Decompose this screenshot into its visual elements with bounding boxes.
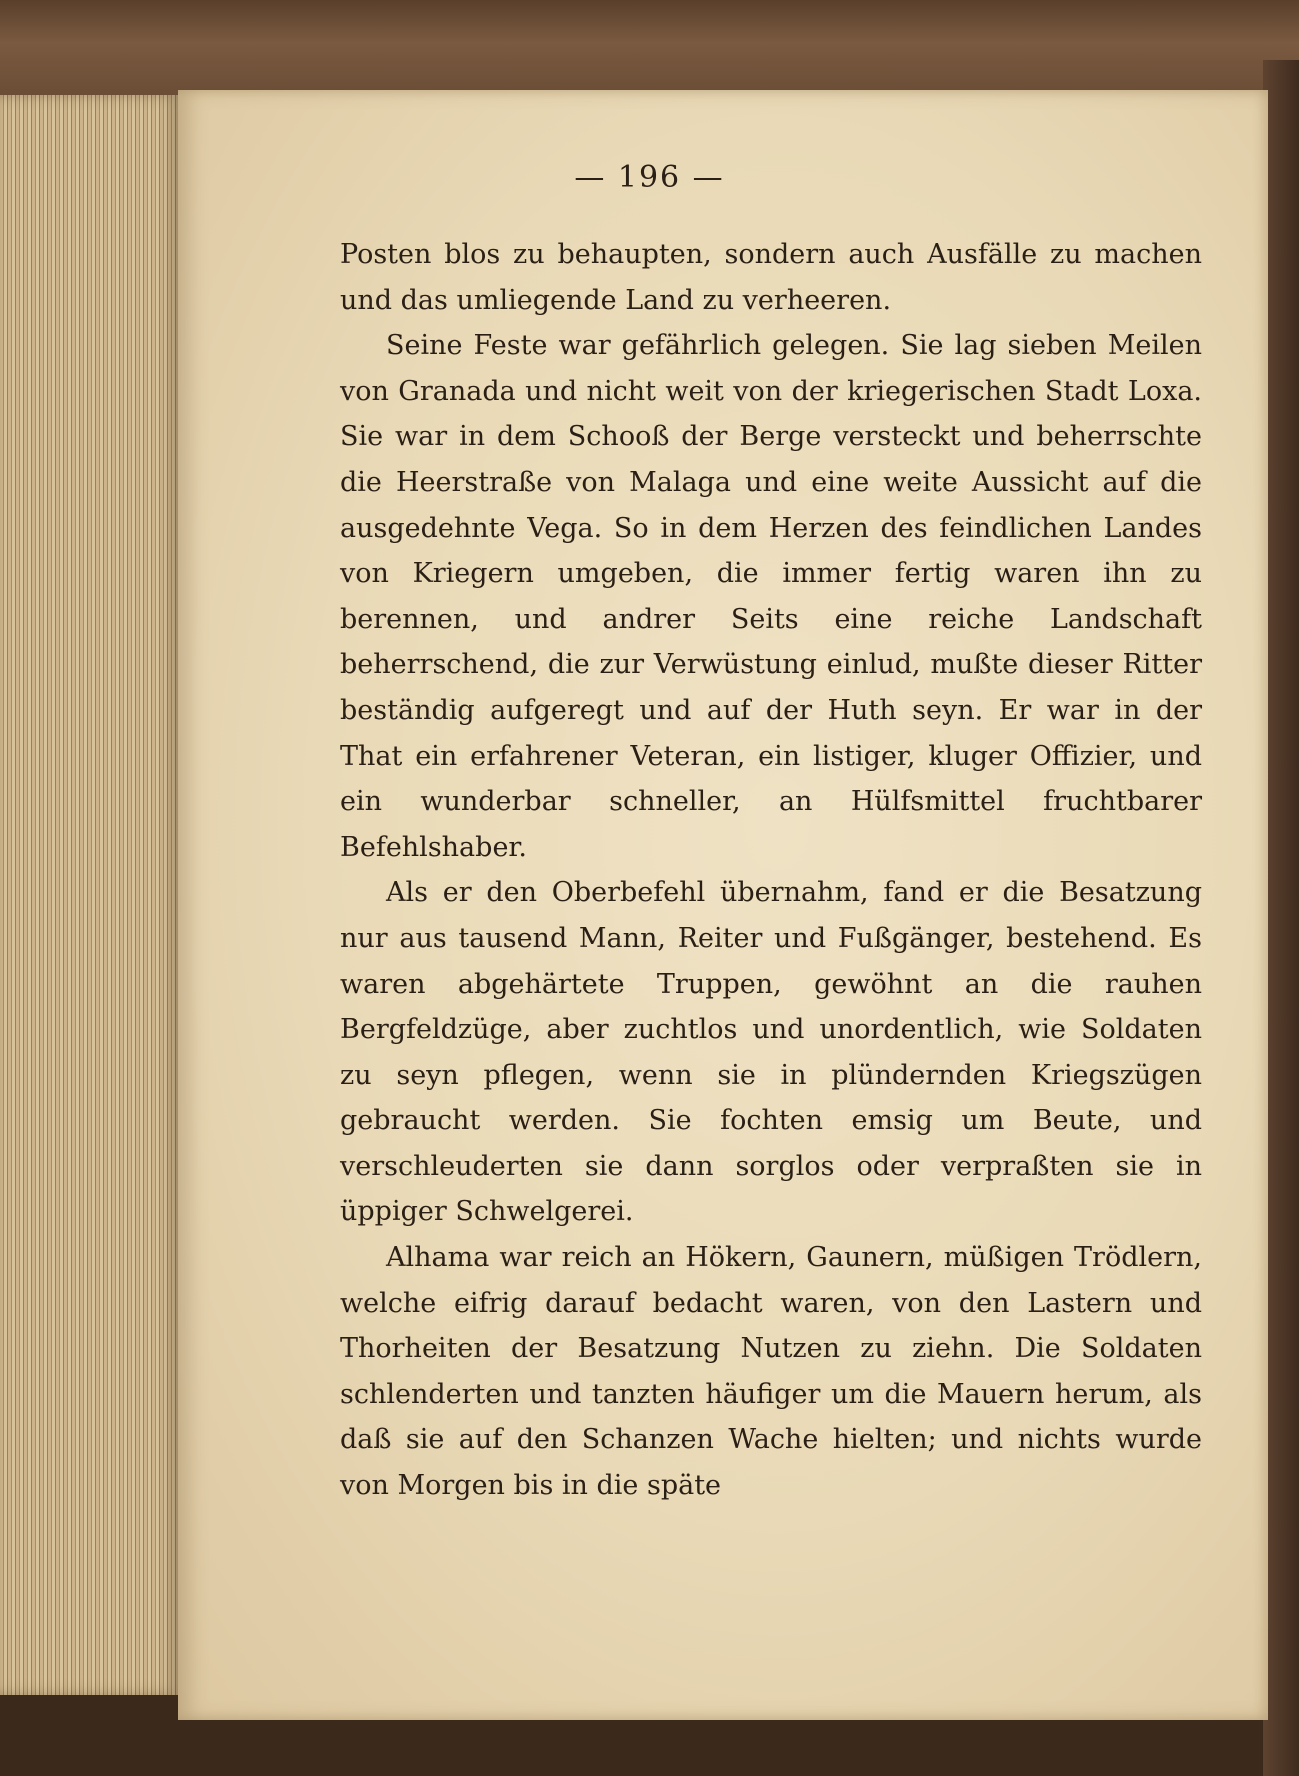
paragraph-4: Alhama war reich an Hökern, Gaunern, müßigen Trödlern, welche eifrig darauf bedacht waren, von den Lastern und Thorheiten der Besatzung Nutzen zu ziehn. Die Soldaten schlenderten und tanzten häufiger um die Mauern herum, als daß sie auf den Schanzen Wache hielten; und nichts wurde von Morgen bis in die späte: [340, 1242, 1202, 1502]
book-cover-top: [0, 0, 1299, 95]
paragraph-1: Posten blos zu behaupten, sondern auch Ausfälle zu machen und das umliegende Land zu verheeren.: [340, 239, 1202, 316]
paragraph-3: Als er den Oberbefehl übernahm, fand er die Besatzung nur aus tausend Mann, Reiter und Fußgänger, bestehend. Es waren abgehärtete Truppen, gewöhnt an die rauhen Bergfeldzüge, aber zuchtlos und unordentlich, wie Soldaten zu seyn pflegen, wenn sie in plündernden Kriegszügen gebraucht werden. Sie fochten emsig um Beute, und verschleuderten sie dann sorglos oder verpraßten sie in üppiger Schwelgerei.: [340, 877, 1202, 1228]
book-cover-right: [1263, 60, 1299, 1776]
body-text: [340, 232, 1202, 1509]
page-number: — 196 —: [574, 160, 725, 195]
paragraph-2: Seine Feste war gefährlich gelegen. Sie lag sieben Meilen von Granada und nicht weit von der kriegerischen Stadt Loxa. Sie war in dem Schooß der Berge versteckt und beherrschte die Heerstraße von Malaga und eine weite Aussicht auf die ausgedehnte Vega. So in dem Herzen des feindlichen Landes von Kriegern umgeben, die immer fertig waren ihn zu berennen, und andrer Seits eine reiche Landschaft beherrschend, die zur Verwüstung einlud, mußte dieser Ritter beständig aufgeregt und auf der Huth seyn. Er war in der That ein erfahrener Veteran, ein listiger, kluger Offizier, und ein wunderbar schneller, an Hülfsmittel fruchtbarer Befehlshaber.: [340, 330, 1202, 863]
page-edges: [0, 95, 180, 1695]
